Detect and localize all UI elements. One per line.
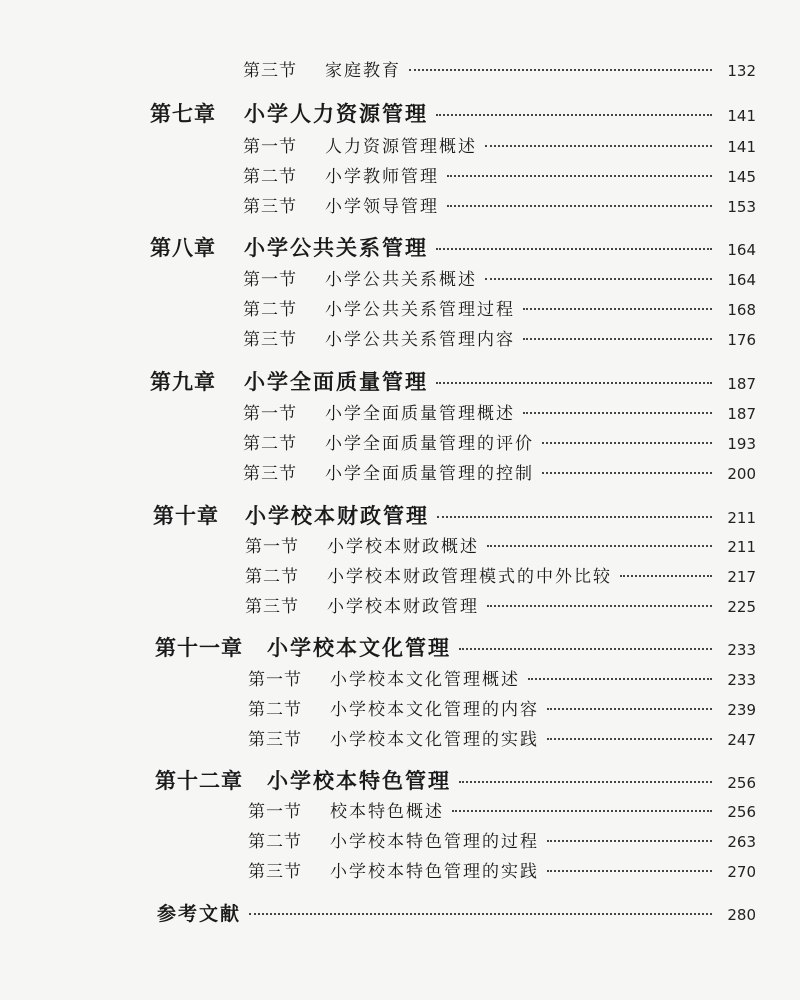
leader-dots (436, 114, 712, 116)
leader-dots (409, 69, 712, 71)
section-number: 第一节 (248, 670, 302, 690)
toc-section-row[interactable] (0, 459, 800, 484)
page-number: 153 (727, 198, 756, 216)
leader-dots (547, 708, 712, 710)
leader-dots (437, 516, 712, 518)
section-title: 小学公共关系管理内容 (325, 330, 515, 350)
leader-dots (485, 145, 712, 147)
page-number: 141 (727, 138, 756, 156)
page-number: 256 (727, 803, 756, 821)
leader-dots (547, 870, 712, 872)
toc-chapter-row[interactable] (0, 632, 800, 662)
section-title: 小学公共关系概述 (325, 270, 477, 290)
toc-section-row[interactable] (0, 265, 800, 290)
leader-dots (436, 382, 712, 384)
section-number: 第一节 (243, 270, 297, 290)
toc-section-row[interactable] (0, 695, 800, 720)
chapter-number: 第八章 (150, 235, 216, 260)
section-number: 第三节 (243, 330, 297, 350)
section-number: 第一节 (248, 802, 302, 822)
leader-dots (523, 308, 712, 310)
page-number: 132 (727, 62, 756, 80)
chapter-title: 小学校本文化管理 (267, 635, 451, 660)
section-number: 第一节 (243, 137, 297, 157)
page-number: 141 (727, 107, 756, 125)
toc-section-row[interactable] (0, 827, 800, 852)
chapter-number: 第十一章 (155, 635, 243, 660)
toc-section-row[interactable] (0, 399, 800, 424)
toc-section-row[interactable] (0, 532, 800, 557)
section-number: 第二节 (243, 300, 297, 320)
section-title: 小学公共关系管理过程 (325, 300, 515, 320)
toc-chapter-row[interactable] (0, 366, 800, 396)
toc-section-row[interactable] (0, 162, 800, 187)
page-number: 145 (727, 168, 756, 186)
page-number: 200 (727, 465, 756, 483)
page-number: 247 (727, 731, 756, 749)
leader-dots (459, 648, 712, 650)
chapter-number: 第十二章 (155, 768, 243, 793)
page-number: 233 (727, 671, 756, 689)
toc-section-row[interactable] (0, 797, 800, 822)
page-number: 239 (727, 701, 756, 719)
page-number: 233 (727, 641, 756, 659)
toc-section-row[interactable] (0, 592, 800, 617)
page-number: 193 (727, 435, 756, 453)
page-number: 256 (727, 774, 756, 792)
leader-dots (447, 175, 712, 177)
section-title: 校本特色概述 (330, 802, 444, 822)
section-title: 小学校本特色管理的过程 (330, 832, 539, 852)
section-number: 第三节 (245, 597, 299, 617)
section-number: 第二节 (243, 434, 297, 454)
leader-dots (542, 472, 712, 474)
toc-chapter-row[interactable] (0, 765, 800, 795)
leader-dots (620, 575, 712, 577)
section-number: 第三节 (248, 862, 302, 882)
page-number: 225 (727, 598, 756, 616)
section-title: 小学领导管理 (325, 197, 439, 217)
leader-dots (249, 913, 712, 915)
toc-section-row[interactable] (0, 562, 800, 587)
page-number: 263 (727, 833, 756, 851)
section-title: 小学全面质量管理概述 (325, 404, 515, 424)
leader-dots (542, 442, 712, 444)
section-number: 第二节 (248, 832, 302, 852)
leader-dots (447, 205, 712, 207)
section-title: 小学教师管理 (325, 167, 439, 187)
leader-dots (487, 605, 712, 607)
toc-chapter-row[interactable] (0, 232, 800, 262)
section-number: 第二节 (248, 700, 302, 720)
section-number: 第一节 (243, 404, 297, 424)
chapter-title: 小学校本财政管理 (245, 503, 429, 528)
chapter-number: 第十章 (153, 503, 219, 528)
page-number: 270 (727, 863, 756, 881)
chapter-title: 小学全面质量管理 (244, 369, 428, 394)
section-title: 小学校本特色管理的实践 (330, 862, 539, 882)
toc-chapter-row[interactable] (0, 500, 800, 530)
page-number: 280 (727, 906, 756, 924)
toc-section-row[interactable] (0, 429, 800, 454)
leader-dots (487, 545, 712, 547)
chapter-title: 小学公共关系管理 (244, 235, 428, 260)
leader-dots (547, 738, 712, 740)
leader-dots (459, 781, 712, 783)
chapter-title: 小学校本特色管理 (267, 768, 451, 793)
section-number: 第一节 (245, 537, 299, 557)
toc-section-row[interactable] (0, 132, 800, 157)
leader-dots (523, 412, 712, 414)
chapter-number: 第七章 (150, 101, 216, 126)
section-title: 小学校本财政管理 (327, 597, 479, 617)
leader-dots (485, 278, 712, 280)
toc-section-row[interactable] (0, 192, 800, 217)
page-number: 217 (727, 568, 756, 586)
section-title: 人力资源管理概述 (325, 137, 477, 157)
page-number: 176 (727, 331, 756, 349)
section-title: 小学校本文化管理的内容 (330, 700, 539, 720)
section-number: 第三节 (243, 464, 297, 484)
leader-dots (436, 248, 712, 250)
section-title: 小学校本文化管理的实践 (330, 730, 539, 750)
section-title: 小学校本财政管理模式的中外比较 (327, 567, 612, 587)
page-number: 164 (727, 241, 756, 259)
leader-dots (452, 810, 712, 812)
toc-section-row[interactable] (0, 725, 800, 750)
chapter-number: 第九章 (150, 369, 216, 394)
toc-section-row[interactable] (0, 665, 800, 690)
section-number: 第三节 (243, 61, 297, 81)
leader-dots (547, 840, 712, 842)
toc-section-row[interactable] (0, 56, 800, 81)
section-number: 第三节 (248, 730, 302, 750)
section-title: 小学全面质量管理的控制 (325, 464, 534, 484)
chapter-title: 小学人力资源管理 (244, 101, 428, 126)
section-title: 小学全面质量管理的评价 (325, 434, 534, 454)
page-number: 187 (727, 405, 756, 423)
section-title: 家庭教育 (325, 61, 401, 81)
leader-dots (523, 338, 712, 340)
section-number: 第二节 (243, 167, 297, 187)
page-number: 211 (727, 538, 756, 556)
toc-chapter-row[interactable] (0, 98, 800, 128)
section-title: 小学校本财政概述 (327, 537, 479, 557)
leader-dots (528, 678, 712, 680)
section-number: 第二节 (245, 567, 299, 587)
section-number: 第三节 (243, 197, 297, 217)
toc-section-row[interactable] (0, 295, 800, 320)
references-title: 参考文献 (157, 903, 242, 925)
page-number: 168 (727, 301, 756, 319)
page-number: 211 (727, 509, 756, 527)
page-number: 187 (727, 375, 756, 393)
page-number: 164 (727, 271, 756, 289)
toc-references-row[interactable] (0, 899, 800, 926)
section-title: 小学校本文化管理概述 (330, 670, 520, 690)
toc-section-row[interactable] (0, 857, 800, 882)
toc-section-row[interactable] (0, 325, 800, 350)
